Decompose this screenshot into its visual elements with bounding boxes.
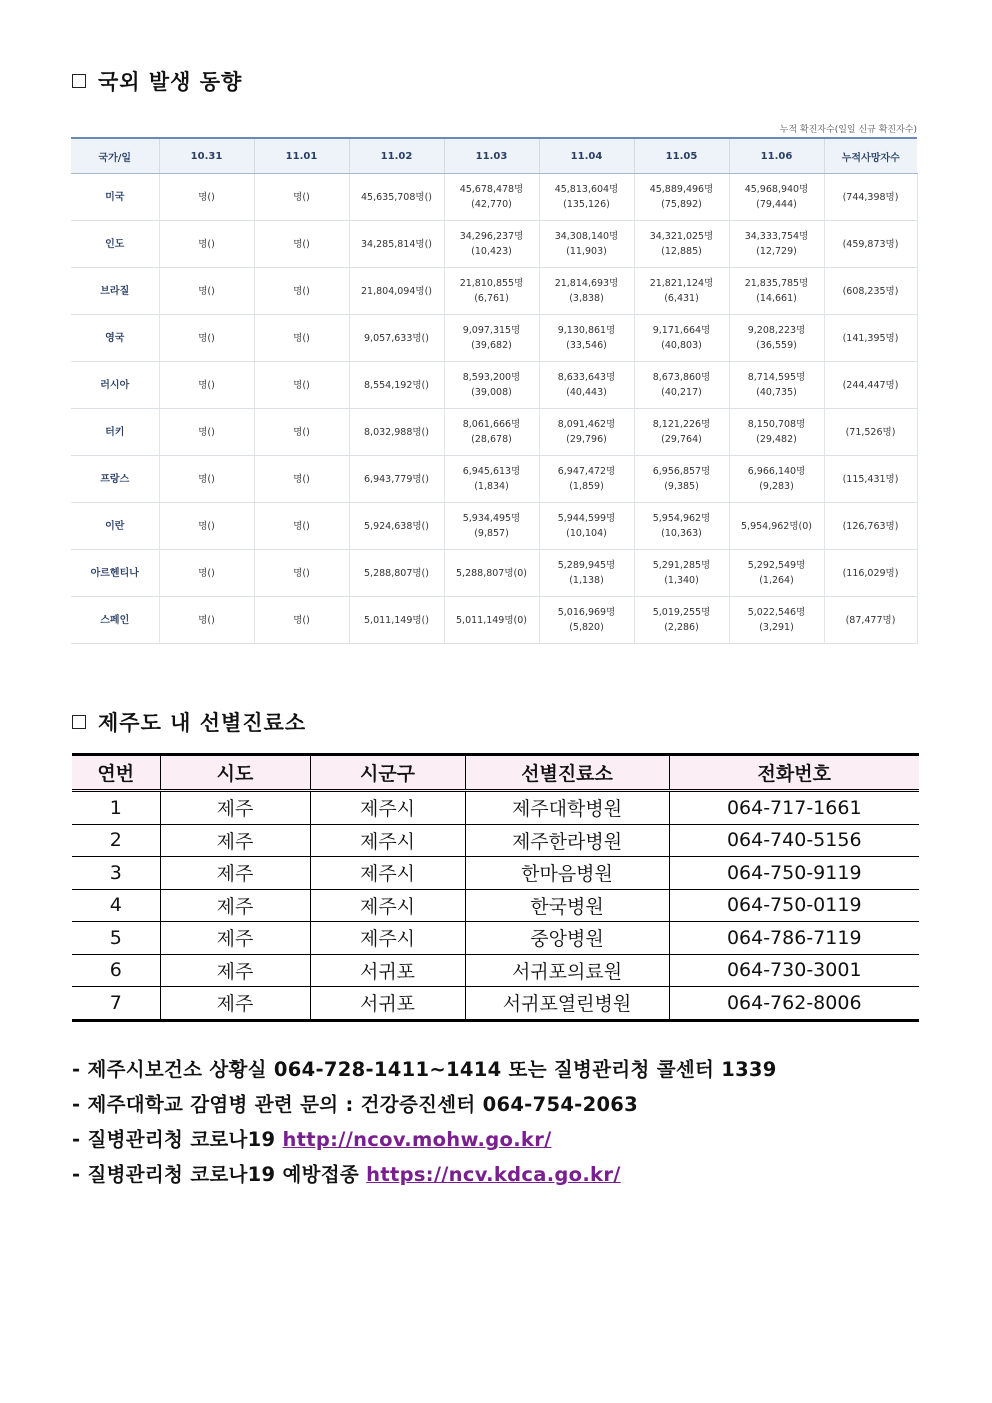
- cell-line: 6,945,613명: [462, 466, 521, 477]
- data-cell: [539, 362, 634, 409]
- data-cell: [539, 268, 634, 315]
- column-header: 10.31: [159, 138, 254, 174]
- data-cell: [349, 315, 444, 362]
- cell-line: 명(): [198, 473, 215, 485]
- cell-line: (39,682): [471, 340, 512, 351]
- cell-line: 34,321,025명: [649, 231, 714, 242]
- country-cell: 러시아: [71, 362, 159, 409]
- cell-line: (141,395명): [842, 332, 899, 344]
- table-cell: 제주시: [310, 824, 465, 857]
- cell-line: 9,130,861명: [557, 325, 616, 336]
- data-cell: [444, 456, 539, 503]
- country-cell: 터키: [71, 409, 159, 456]
- cell-line: 8,121,226명: [652, 419, 711, 430]
- data-cell: [634, 409, 729, 456]
- cell-line: 명(): [198, 238, 215, 250]
- cell-line: (2,286): [664, 622, 699, 633]
- section-title-text: 국외 발생 동향: [98, 70, 243, 94]
- data-cell: [349, 597, 444, 644]
- cell-line: 45,813,604명: [554, 184, 619, 195]
- table-cell: 064-717-1661: [669, 791, 919, 825]
- cell-line: (1,859): [569, 481, 604, 492]
- cell-line: 9,097,315명: [462, 325, 521, 336]
- table-row: [72, 791, 919, 825]
- cell-line: (115,431명): [842, 473, 899, 485]
- table-header-row: [72, 755, 919, 791]
- cell-line: 5,011,149명(): [364, 614, 429, 626]
- data-cell: [539, 409, 634, 456]
- column-header: 11.01: [254, 138, 349, 174]
- column-header: 11.05: [634, 138, 729, 174]
- data-cell: [254, 315, 349, 362]
- column-header: 국가/일: [71, 138, 159, 174]
- table-row: [71, 362, 917, 409]
- data-cell: [254, 597, 349, 644]
- cell-line: (40,217): [661, 387, 702, 398]
- overseas-cases-table: [71, 137, 918, 644]
- cell-line: (40,803): [661, 340, 702, 351]
- table-cell: 한마음병원: [465, 857, 669, 890]
- cell-line: (116,029명): [842, 567, 899, 579]
- data-cell: [349, 362, 444, 409]
- data-cell: [254, 174, 349, 221]
- cell-line: 5,016,969명: [557, 607, 616, 618]
- data-cell: [634, 315, 729, 362]
- cell-line: 5,019,255명: [652, 607, 711, 618]
- data-cell: [444, 503, 539, 550]
- data-cell: [729, 503, 824, 550]
- cell-line: 34,296,237명: [459, 231, 524, 242]
- cell-line: 45,889,496명: [649, 184, 714, 195]
- table-cell: 제주시: [310, 857, 465, 890]
- cell-line: 21,814,693명: [554, 278, 619, 289]
- note-line: [72, 1052, 777, 1087]
- data-cell: [729, 174, 824, 221]
- cell-line: 명(): [293, 426, 310, 438]
- data-cell: [634, 503, 729, 550]
- table-row: [72, 889, 919, 922]
- data-cell: [729, 362, 824, 409]
- cell-line: 명(): [198, 285, 215, 297]
- data-cell: [824, 503, 917, 550]
- cell-line: 명(): [293, 379, 310, 391]
- country-cell: 프랑스: [71, 456, 159, 503]
- data-cell: [159, 221, 254, 268]
- cell-line: 명(): [198, 567, 215, 579]
- data-cell: [729, 409, 824, 456]
- data-cell: [349, 174, 444, 221]
- cell-line: 9,208,223명: [747, 325, 806, 336]
- table-row: [72, 954, 919, 987]
- table-cell: 서귀포의료원: [465, 954, 669, 987]
- table-row: [72, 857, 919, 890]
- cell-line: (126,763명): [842, 520, 899, 532]
- note-link[interactable]: http://ncov.mohw.go.kr/: [282, 1128, 552, 1151]
- data-cell: [254, 221, 349, 268]
- data-cell: [634, 456, 729, 503]
- data-cell: [824, 174, 917, 221]
- cell-line: 21,810,855명: [459, 278, 524, 289]
- data-cell: [349, 409, 444, 456]
- column-header: 선별진료소: [465, 755, 669, 791]
- cell-line: 8,091,462명: [557, 419, 616, 430]
- table-row: [72, 922, 919, 955]
- data-cell: [254, 550, 349, 597]
- table-cell: 2: [72, 824, 160, 857]
- cell-line: (29,764): [661, 434, 702, 445]
- cell-line: (3,838): [569, 293, 604, 304]
- data-cell: [824, 315, 917, 362]
- column-header: 11.02: [349, 138, 444, 174]
- cell-line: (135,126): [563, 199, 610, 210]
- cell-line: 5,011,149명(0): [456, 614, 527, 626]
- cell-line: (10,104): [566, 528, 607, 539]
- cell-line: 45,678,478명: [459, 184, 524, 195]
- data-cell: [824, 409, 917, 456]
- data-cell: [824, 456, 917, 503]
- data-cell: [349, 456, 444, 503]
- data-cell: [444, 268, 539, 315]
- cell-line: (459,873명): [842, 238, 899, 250]
- note-link[interactable]: https://ncv.kdca.go.kr/: [366, 1163, 621, 1186]
- table-cell: 064-750-0119: [669, 889, 919, 922]
- cell-line: (14,661): [756, 293, 797, 304]
- data-cell: [159, 174, 254, 221]
- table-row: [71, 597, 917, 644]
- cell-line: (10,423): [471, 246, 512, 257]
- cell-line: 5,292,549명: [747, 560, 806, 571]
- table-cell: 064-730-3001: [669, 954, 919, 987]
- table-cell: 1: [72, 791, 160, 825]
- data-cell: [444, 315, 539, 362]
- data-cell: [159, 503, 254, 550]
- table-row: [71, 174, 917, 221]
- table-cell: 7: [72, 987, 160, 1021]
- cell-line: 명(): [198, 426, 215, 438]
- cell-line: 5,288,807명(0): [456, 567, 527, 579]
- data-cell: [444, 221, 539, 268]
- cell-line: 21,804,094명(): [361, 285, 432, 297]
- screening-clinic-table: [72, 753, 919, 1022]
- data-cell: [539, 550, 634, 597]
- data-cell: [824, 550, 917, 597]
- table-row: [71, 456, 917, 503]
- cell-line: 6,966,140명: [747, 466, 806, 477]
- data-cell: [539, 221, 634, 268]
- data-cell: [634, 268, 729, 315]
- cell-line: 21,821,124명: [649, 278, 714, 289]
- country-cell: 스페인: [71, 597, 159, 644]
- cell-line: (6,761): [474, 293, 509, 304]
- cell-line: (9,283): [759, 481, 794, 492]
- country-cell: 브라질: [71, 268, 159, 315]
- table-cell: 제주한라병원: [465, 824, 669, 857]
- section-title-overseas: [72, 66, 242, 96]
- cell-line: 9,057,633명(): [364, 332, 429, 344]
- cell-line: 45,635,708명(): [361, 191, 432, 203]
- cell-line: 8,554,192명(): [364, 379, 429, 391]
- cell-line: 34,308,140명: [554, 231, 619, 242]
- column-header: 11.04: [539, 138, 634, 174]
- table-cell: 중앙병원: [465, 922, 669, 955]
- cell-line: (39,008): [471, 387, 512, 398]
- cell-line: (9,385): [664, 481, 699, 492]
- cell-line: 명(): [293, 238, 310, 250]
- cell-line: 6,943,779명(): [364, 473, 429, 485]
- section-title-text: 제주도 내 선별진료소: [98, 711, 307, 735]
- cell-line: 9,171,664명: [652, 325, 711, 336]
- data-cell: [729, 550, 824, 597]
- cell-line: (5,820): [569, 622, 604, 633]
- data-cell: [349, 268, 444, 315]
- table-cell: 제주대학병원: [465, 791, 669, 825]
- table-cell: 서귀포: [310, 987, 465, 1021]
- cell-line: (29,482): [756, 434, 797, 445]
- table-row: [71, 409, 917, 456]
- cell-line: (36,559): [756, 340, 797, 351]
- table-cell: 제주: [160, 857, 310, 890]
- data-cell: [539, 315, 634, 362]
- note-line: [72, 1087, 777, 1122]
- cell-line: 5,291,285명: [652, 560, 711, 571]
- table-cell: 제주시: [310, 889, 465, 922]
- table-cell: 064-786-7119: [669, 922, 919, 955]
- table-cell: 서귀포: [310, 954, 465, 987]
- cell-line: 8,150,708명: [747, 419, 806, 430]
- cell-line: (1,834): [474, 481, 509, 492]
- data-cell: [159, 268, 254, 315]
- column-header: 11.03: [444, 138, 539, 174]
- cell-line: 5,924,638명(): [364, 520, 429, 532]
- data-cell: [444, 550, 539, 597]
- cell-line: (10,363): [661, 528, 702, 539]
- country-cell: 미국: [71, 174, 159, 221]
- cell-line: 8,593,200명: [462, 372, 521, 383]
- cell-line: (40,735): [756, 387, 797, 398]
- note-text: - 제주시보건소 상황실 064-728-1411~1414 또는 질병관리청 콜센터 1339: [72, 1058, 777, 1081]
- data-cell: [444, 409, 539, 456]
- country-cell: 영국: [71, 315, 159, 362]
- cell-line: (42,770): [471, 199, 512, 210]
- cell-line: 명(): [293, 191, 310, 203]
- column-header: 연번: [72, 755, 160, 791]
- note-line: [72, 1157, 777, 1192]
- column-header: 11.06: [729, 138, 824, 174]
- section-title-jeju: [72, 707, 306, 737]
- cell-line: 5,022,546명: [747, 607, 806, 618]
- cell-line: 6,956,857명: [652, 466, 711, 477]
- cell-line: 명(): [198, 520, 215, 532]
- cell-line: 명(): [198, 614, 215, 626]
- cell-line: (12,885): [661, 246, 702, 257]
- cell-line: (1,340): [664, 575, 699, 586]
- data-cell: [254, 456, 349, 503]
- cell-line: (29,796): [566, 434, 607, 445]
- cell-line: (6,431): [664, 293, 699, 304]
- table-cell: 제주: [160, 791, 310, 825]
- data-cell: [444, 597, 539, 644]
- cell-line: (744,398명): [842, 191, 899, 203]
- data-cell: [159, 597, 254, 644]
- table-cell: 제주: [160, 987, 310, 1021]
- cell-line: 명(): [293, 614, 310, 626]
- data-cell: [159, 409, 254, 456]
- data-cell: [254, 362, 349, 409]
- table-row: [71, 221, 917, 268]
- data-cell: [729, 315, 824, 362]
- data-cell: [254, 268, 349, 315]
- table-row: [71, 503, 917, 550]
- table-cell: 064-740-5156: [669, 824, 919, 857]
- data-cell: [444, 174, 539, 221]
- cell-line: 21,835,785명: [744, 278, 809, 289]
- data-cell: [729, 456, 824, 503]
- table-cell: 제주: [160, 922, 310, 955]
- table-header-row: [71, 138, 917, 174]
- data-cell: [254, 503, 349, 550]
- data-cell: [634, 362, 729, 409]
- cell-line: 5,289,945명: [557, 560, 616, 571]
- data-cell: [824, 221, 917, 268]
- data-cell: [159, 315, 254, 362]
- table-row: [71, 268, 917, 315]
- cell-line: (75,892): [661, 199, 702, 210]
- data-cell: [634, 597, 729, 644]
- cell-line: 명(): [198, 332, 215, 344]
- cell-line: 명(): [198, 191, 215, 203]
- cell-line: (12,729): [756, 246, 797, 257]
- data-cell: [539, 597, 634, 644]
- table-cell: 064-762-8006: [669, 987, 919, 1021]
- country-cell: 아르헨티나: [71, 550, 159, 597]
- data-cell: [349, 550, 444, 597]
- data-cell: [824, 268, 917, 315]
- cell-line: 5,954,962명: [652, 513, 711, 524]
- table-cell: 064-750-9119: [669, 857, 919, 890]
- data-cell: [634, 174, 729, 221]
- table-cell: 제주: [160, 824, 310, 857]
- cell-line: (33,546): [566, 340, 607, 351]
- data-cell: [159, 362, 254, 409]
- cell-line: (40,443): [566, 387, 607, 398]
- data-cell: [634, 221, 729, 268]
- cell-line: 5,288,807명(): [364, 567, 429, 579]
- cell-line: 6,947,472명: [557, 466, 616, 477]
- data-cell: [444, 362, 539, 409]
- cell-line: (28,678): [471, 434, 512, 445]
- cell-line: (244,447명): [842, 379, 899, 391]
- table-row: [72, 824, 919, 857]
- cell-line: 명(): [293, 285, 310, 297]
- cell-line: 8,633,643명: [557, 372, 616, 383]
- country-cell: 이란: [71, 503, 159, 550]
- column-header: 시도: [160, 755, 310, 791]
- table-cell: 서귀포열린병원: [465, 987, 669, 1021]
- cell-line: 명(): [198, 379, 215, 391]
- table-row: [71, 315, 917, 362]
- cell-line: (87,477명): [845, 614, 896, 626]
- data-cell: [539, 456, 634, 503]
- note-text: - 제주대학교 감염병 관련 문의 : 건강증진센터 064-754-2063: [72, 1093, 639, 1116]
- table-cell: 제주시: [310, 791, 465, 825]
- data-cell: [634, 550, 729, 597]
- cell-line: (3,291): [759, 622, 794, 633]
- table-cell: 3: [72, 857, 160, 890]
- data-cell: [539, 174, 634, 221]
- cell-line: 34,285,814명(): [361, 238, 432, 250]
- cell-line: 8,061,666명: [462, 419, 521, 430]
- cell-line: 8,673,860명: [652, 372, 711, 383]
- cell-line: 5,954,962명(0): [741, 520, 812, 532]
- table-cell: 4: [72, 889, 160, 922]
- data-cell: [824, 597, 917, 644]
- note-line: [72, 1122, 777, 1157]
- table-cell: 5: [72, 922, 160, 955]
- column-header: 전화번호: [669, 755, 919, 791]
- data-cell: [729, 268, 824, 315]
- cell-line: (1,138): [569, 575, 604, 586]
- country-cell: 인도: [71, 221, 159, 268]
- note-text: - 질병관리청 코로나19 예방접종: [72, 1163, 367, 1186]
- cell-line: 34,333,754명: [744, 231, 809, 242]
- contact-notes: [72, 1052, 777, 1192]
- cell-line: (1,264): [759, 575, 794, 586]
- table-note: 누적 확진자수(일일 신규 확진자수): [779, 125, 917, 135]
- data-cell: [729, 221, 824, 268]
- cell-line: 명(): [293, 473, 310, 485]
- table-cell: 제주시: [310, 922, 465, 955]
- cell-line: (11,903): [566, 246, 607, 257]
- data-cell: [349, 221, 444, 268]
- data-cell: [349, 503, 444, 550]
- table-row: [71, 550, 917, 597]
- note-text: - 질병관리청 코로나19: [72, 1128, 283, 1151]
- data-cell: [539, 503, 634, 550]
- cell-line: 8,032,988명(): [364, 426, 429, 438]
- cell-line: (9,857): [474, 528, 509, 539]
- table-cell: 한국병원: [465, 889, 669, 922]
- cell-line: 5,934,495명: [462, 513, 521, 524]
- column-header: 시군구: [310, 755, 465, 791]
- data-cell: [729, 597, 824, 644]
- column-header: 누적사망자수: [824, 138, 917, 174]
- data-cell: [159, 550, 254, 597]
- data-cell: [159, 456, 254, 503]
- cell-line: 5,944,599명: [557, 513, 616, 524]
- cell-line: (79,444): [756, 199, 797, 210]
- table-cell: 제주: [160, 954, 310, 987]
- cell-line: 명(): [293, 567, 310, 579]
- cell-line: (71,526명): [845, 426, 896, 438]
- table-cell: 6: [72, 954, 160, 987]
- cell-line: (608,235명): [842, 285, 899, 297]
- cell-line: 45,968,940명: [744, 184, 809, 195]
- cell-line: 명(): [293, 332, 310, 344]
- checkbox-icon: [72, 715, 86, 729]
- checkbox-icon: [72, 74, 86, 88]
- data-cell: [254, 409, 349, 456]
- cell-line: 명(): [293, 520, 310, 532]
- table-cell: 제주: [160, 889, 310, 922]
- cell-line: 8,714,595명: [747, 372, 806, 383]
- table-row: [72, 987, 919, 1021]
- data-cell: [824, 362, 917, 409]
